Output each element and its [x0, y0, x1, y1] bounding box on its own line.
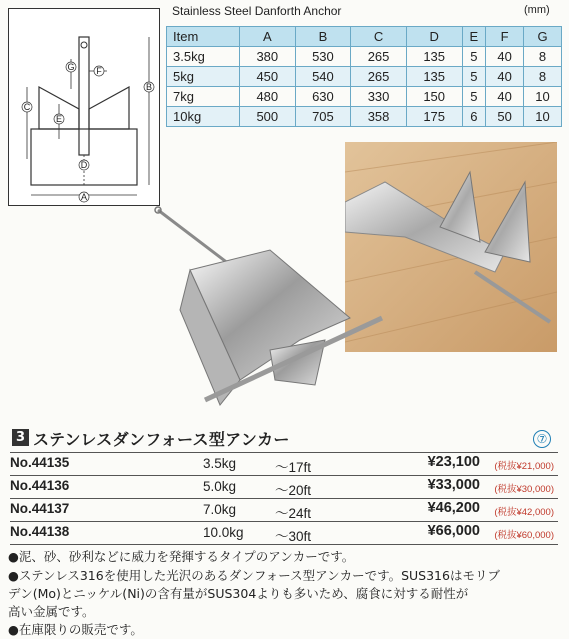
- diagram-label-a: A: [80, 192, 88, 202]
- spec-cell: 10: [524, 87, 562, 107]
- product-number-badge: 3: [12, 429, 29, 446]
- product-row: [10, 452, 558, 475]
- item-price: ¥66,000: [427, 523, 480, 539]
- item-number: No.44138: [10, 524, 70, 539]
- spec-table: [166, 26, 562, 127]
- spec-cell: 5: [462, 47, 486, 67]
- spec-cell: 265: [351, 47, 407, 67]
- diagram-label-e: E: [55, 114, 63, 124]
- spec-cell: 8: [524, 67, 562, 87]
- product-row: [10, 521, 558, 544]
- item-price-ex-tax: (税抜¥30,000): [494, 484, 554, 495]
- item-weight: 10.0kg: [203, 525, 244, 540]
- spec-cell: 265: [351, 67, 407, 87]
- item-price: ¥33,000: [427, 477, 480, 493]
- spec-cell: 7kg: [167, 87, 240, 107]
- spec-cell: 330: [351, 87, 407, 107]
- item-weight: 7.0kg: [203, 502, 237, 517]
- note-line: ●ステンレス316を使用した光沢のあるダンフォース型アンカーです。SUS316はモリブ: [8, 568, 500, 583]
- spec-header-cell: F: [486, 27, 524, 47]
- spec-cell: 40: [486, 47, 524, 67]
- spec-row: [167, 47, 562, 67]
- spec-cell: 530: [295, 47, 351, 67]
- note-line: ●在庫限りの販売です。: [8, 622, 143, 637]
- spec-unit-label: (mm): [524, 4, 550, 16]
- item-number: No.44135: [10, 455, 70, 470]
- spec-cell: 150: [406, 87, 462, 107]
- rows-divider: [10, 544, 558, 545]
- spec-cell: 6: [462, 107, 486, 127]
- spec-cell: 450: [240, 67, 296, 87]
- item-price-ex-tax: (税抜¥60,000): [494, 530, 554, 541]
- product-row: [10, 498, 558, 521]
- spec-cell: 10kg: [167, 107, 240, 127]
- spec-cell: 10: [524, 107, 562, 127]
- spec-cell: 500: [240, 107, 296, 127]
- spec-cell: 135: [406, 47, 462, 67]
- spec-header-cell: A: [240, 27, 296, 47]
- spec-header-cell: D: [406, 27, 462, 47]
- spec-header-cell: B: [295, 27, 351, 47]
- spec-cell: 5: [462, 87, 486, 107]
- spec-header-cell: E: [462, 27, 486, 47]
- spec-header-cell: G: [524, 27, 562, 47]
- spec-cell: 40: [486, 67, 524, 87]
- item-price-ex-tax: (税抜¥21,000): [494, 461, 554, 472]
- item-boat-length: ～20ft: [275, 483, 312, 498]
- spec-cell: 50: [486, 107, 524, 127]
- spec-table-title: Stainless Steel Danforth Anchor: [172, 4, 342, 18]
- spec-cell: 3.5kg: [167, 47, 240, 67]
- item-boat-length: ～17ft: [275, 460, 312, 475]
- item-number: No.44137: [10, 501, 70, 516]
- diagram-label-g: G: [67, 62, 75, 72]
- diagram-label-d: D: [80, 160, 88, 170]
- spec-cell: 540: [295, 67, 351, 87]
- diagram-label-b: B: [145, 82, 153, 92]
- item-price: ¥23,100: [427, 454, 480, 470]
- item-boat-length: ～24ft: [275, 506, 312, 521]
- note-line: 高い金属です。: [8, 604, 95, 619]
- diagram-label-f: F: [96, 66, 102, 76]
- dimension-diagram: [8, 8, 160, 206]
- item-price: ¥46,200: [427, 500, 480, 516]
- spec-cell: 8: [524, 47, 562, 67]
- spec-cell: 358: [351, 107, 407, 127]
- spec-cell: 135: [406, 67, 462, 87]
- note-line: ●泥、砂、砂利などに威力を発揮するタイプのアンカーです。: [8, 549, 355, 564]
- diagram-label-c: C: [23, 102, 31, 112]
- anchor-product-photo: [150, 200, 410, 425]
- spec-cell: 705: [295, 107, 351, 127]
- spec-cell: 380: [240, 47, 296, 67]
- spec-cell: 480: [240, 87, 296, 107]
- spec-header-cell: Item: [167, 27, 240, 47]
- spec-cell: 630: [295, 87, 351, 107]
- item-boat-length: ～30ft: [275, 529, 312, 544]
- spec-cell: 40: [486, 87, 524, 107]
- spec-row: [167, 67, 562, 87]
- page-mark: ⑦: [533, 430, 551, 448]
- item-weight: 3.5kg: [203, 456, 237, 471]
- item-price-ex-tax: (税抜¥42,000): [494, 507, 554, 518]
- spec-cell: 5kg: [167, 67, 240, 87]
- spec-row: [167, 87, 562, 107]
- note-line: デン(Mo)とニッケル(Ni)の含有量がSUS304よりも多いため、腐食に対する耐性が: [8, 586, 469, 601]
- item-number: No.44136: [10, 478, 70, 493]
- spec-header-cell: C: [351, 27, 407, 47]
- spec-row: [167, 107, 562, 127]
- spec-cell: 175: [406, 107, 462, 127]
- product-row: [10, 475, 558, 498]
- spec-header-row: [167, 27, 562, 47]
- item-weight: 5.0kg: [203, 479, 237, 494]
- spec-cell: 5: [462, 67, 486, 87]
- product-title: ステンレスダンフォース型アンカー: [33, 430, 290, 449]
